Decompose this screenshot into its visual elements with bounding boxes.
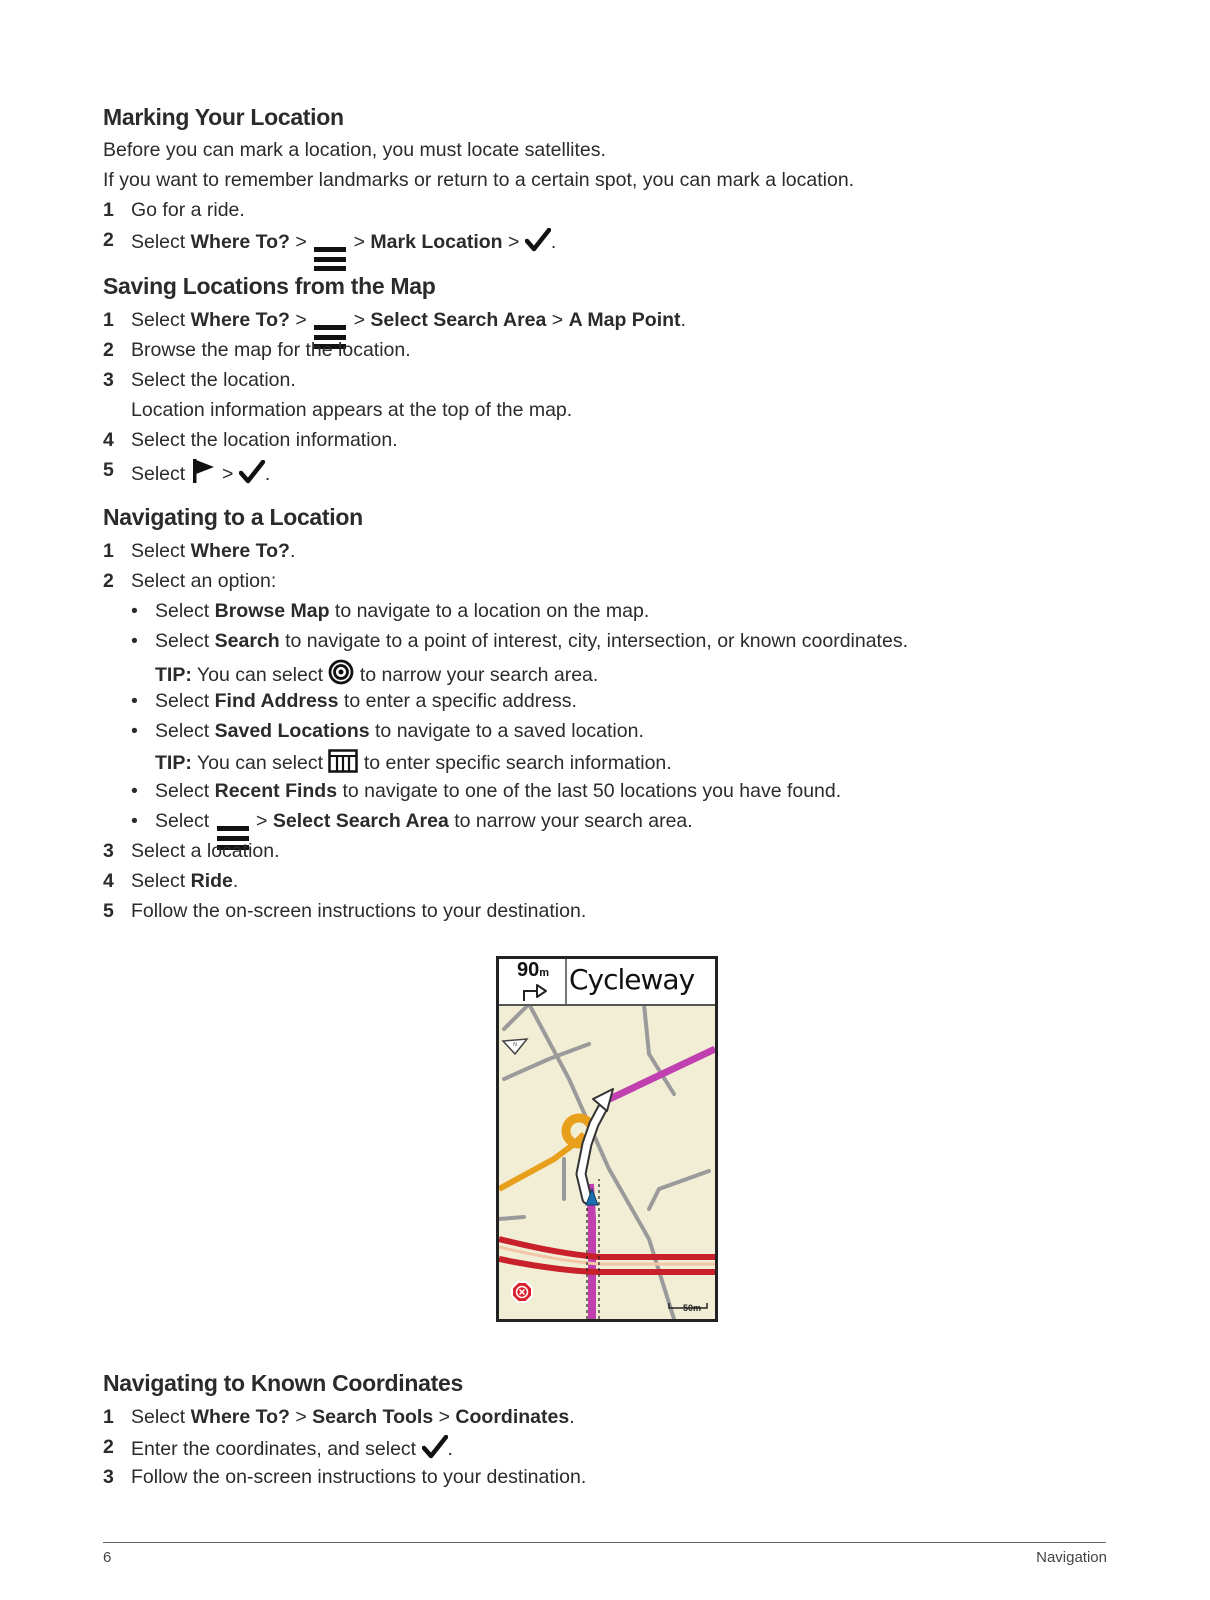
step-number: 2 (103, 1436, 114, 1458)
step-text: Go for a ride. (131, 199, 245, 221)
step-text: Select the location information. (131, 429, 398, 451)
turn-distance: 90m (517, 959, 550, 981)
ui-label: Mark Location (370, 231, 503, 253)
step-number: 1 (103, 540, 114, 562)
footer-section-name: Navigation (1036, 1549, 1107, 1566)
checkmark-icon (525, 228, 551, 252)
step-text: Select Where To? > Search Tools > Coordinates. (131, 1406, 575, 1428)
step-number: 5 (103, 900, 114, 922)
step-result-text: Location information appears at the top of the map. (131, 399, 573, 421)
street-name: Cycleway (569, 963, 695, 996)
paragraph: Before you can mark a location, you must locate satellites. (103, 139, 606, 161)
section-heading-navigating-location: Navigating to a Location (103, 504, 363, 530)
step-number: 2 (103, 339, 114, 361)
step-number: 1 (103, 199, 114, 221)
step-text: Select Ride. (131, 870, 239, 892)
device-map-screenshot (496, 956, 718, 1322)
turn-banner (499, 959, 715, 1006)
page-number: 6 (103, 1549, 112, 1566)
section-heading-marking-location: Marking Your Location (103, 104, 344, 130)
step-number: 1 (103, 1406, 114, 1428)
keyboard-icon (328, 749, 358, 773)
map-illustration (499, 959, 715, 1319)
section-heading-known-coordinates: Navigating to Known Coordinates (103, 1370, 463, 1396)
map-scale-label: 50m (682, 1303, 701, 1313)
step-text: Select > . (131, 458, 270, 486)
step-number: 3 (103, 840, 114, 862)
flag-icon (191, 458, 217, 484)
step-number: 3 (103, 1466, 114, 1488)
section-heading-saving-locations: Saving Locations from the Map (103, 273, 436, 299)
step-text: Select Where To?. (131, 540, 296, 562)
step-text: Select a location. (131, 840, 280, 862)
footer-divider (103, 1542, 1106, 1543)
step-text: Enter the coordinates, and select . (131, 1435, 453, 1461)
step-number: 4 (103, 429, 114, 451)
step-text: Follow the on-screen instructions to your destination. (131, 1466, 587, 1488)
target-icon (328, 659, 354, 685)
step-text: Select Where To? > > Mark Location > . (131, 228, 556, 271)
step-number: 1 (103, 309, 114, 331)
step-text: Select an option: (131, 570, 277, 592)
step-text: Select Where To? > > Select Search Area > A Map Point. (131, 308, 686, 349)
stop-icon (512, 1282, 532, 1302)
step-text: Select the location. (131, 369, 296, 391)
ui-label: Where To? (190, 231, 290, 253)
svg-text:N: N (513, 1042, 517, 1048)
tip-text: TIP: You can select to narrow your search area. (155, 659, 598, 687)
step-number: 2 (103, 229, 114, 251)
step-text: Browse the map for the location. (131, 339, 411, 361)
checkmark-icon (239, 460, 265, 484)
step-number: 5 (103, 459, 114, 481)
step-number: 2 (103, 570, 114, 592)
turn-arrow-icon (519, 982, 549, 1002)
step-number: 3 (103, 369, 114, 391)
menu-icon (314, 247, 346, 271)
step-number: 4 (103, 870, 114, 892)
paragraph: If you want to remember landmarks or return to a certain spot, you can mark a location. (103, 169, 855, 191)
tip-text: TIP: You can select to enter specific search information. (155, 749, 672, 775)
step-text: Follow the on-screen instructions to your destination. (131, 900, 587, 922)
checkmark-icon (422, 1435, 448, 1459)
